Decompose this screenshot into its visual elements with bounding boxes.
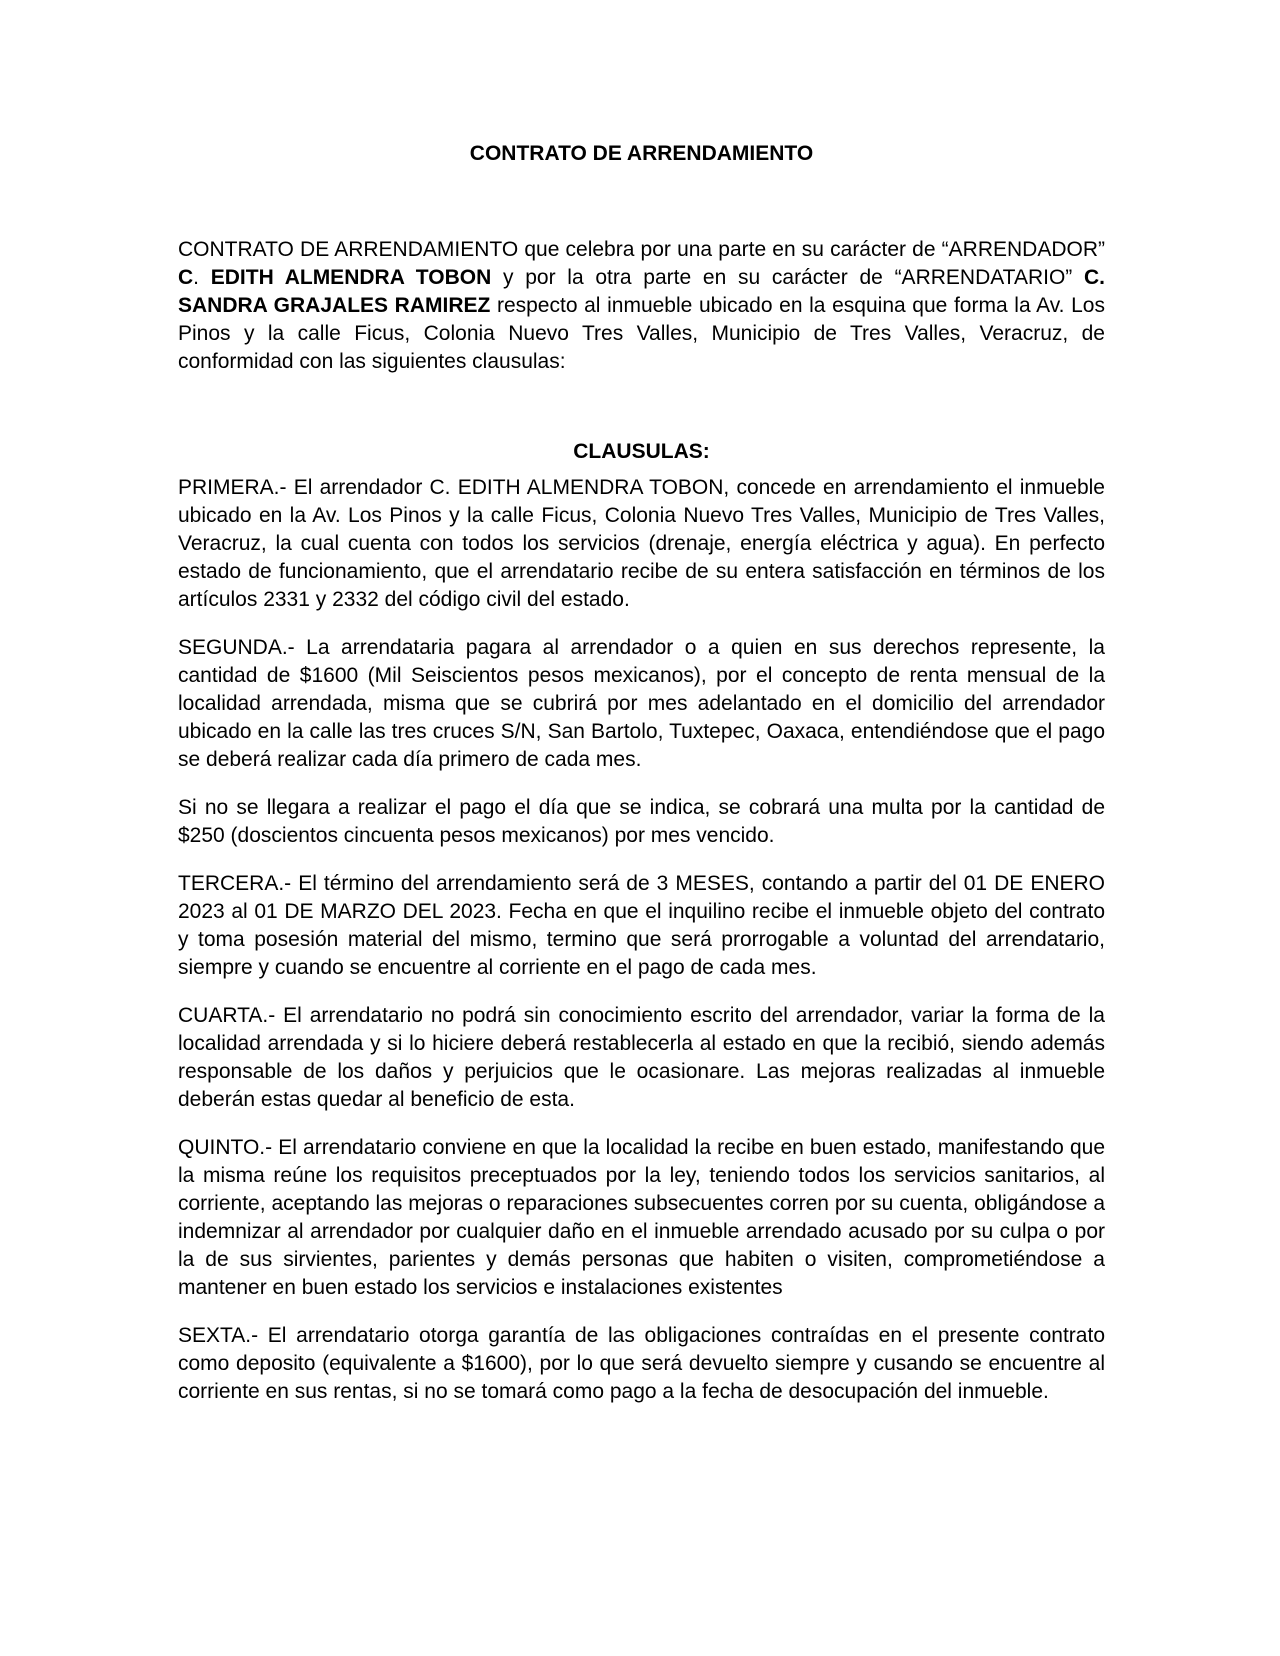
clause-segunda-penalty: Si no se llegara a realizar el pago el día que se indica, se cobrará una multa por la cantidad de $250 (doscientos cincuenta pesos mexicanos) por mes vencido. <box>178 796 1105 847</box>
intro-text-3: y por la otra parte en su carácter de “ARRENDATARIO” <box>491 266 1085 289</box>
clause-primera: PRIMERA.- El arrendador C. EDITH ALMENDRA TOBON, concede en arrendamiento el inmueble ubicado en la Av. Los Pinos y la calle Ficus, Colonia Nuevo Tres Valles, Municipio de Tres Valles, Veracruz, la cual cuenta con todos los servicios (drenaje, energía eléctrica y agua). En perfecto estado de funcionamiento, que el arrendatario recibe de su entera satisfacción en términos de los artículos 2331 y 2332 del código civil del estado. <box>178 476 1105 611</box>
intro-text-1: CONTRATO DE ARRENDAMIENTO que celebra por una parte en su carácter de “ARRENDADOR” <box>178 238 1105 261</box>
document-title: CONTRATO DE ARRENDAMIENTO <box>469 142 814 165</box>
arrendador-c: C <box>178 266 194 289</box>
arrendatario-name: C. SANDRA GRAJALES RAMIREZ <box>178 266 1106 317</box>
clauses-heading: CLAUSULAS: <box>573 440 710 463</box>
intro-paragraph <box>178 236 1105 376</box>
clause-cuarta: CUARTA.- El arrendatario no podrá sin conocimiento escrito del arrendador, variar la forma de la localidad arrendada y si lo hiciere deberá restablecerla al estado en que la recibió, siendo además responsable de los daños y perjuicios que le ocasionare. Las mejoras realizadas al inmueble deberán estas quedar al beneficio de esta. <box>178 1004 1105 1111</box>
intro-text-4: respecto al inmueble ubicado en la esquina que forma la Av. Los Pinos y la calle Ficus, Colonia Nuevo Tres Valles, Municipio de Tres Valles, Veracruz, de conformidad con las siguientes clausulas: <box>178 294 1105 373</box>
intro-text-2: . <box>193 266 211 289</box>
clause-tercera: TERCERA.- El término del arrendamiento será de 3 MESES, contando a partir del 01 DE ENERO 2023 al 01 DE MARZO DEL 2023. Fecha en que el inquilino recibe el inmueble objeto del contrato y toma posesión material del mismo, termino que será prorrogable a voluntad del arrendatario, siempre y cuando se encuentre al corriente en el pago de cada mes. <box>178 872 1105 979</box>
clause-quinto: QUINTO.- El arrendatario conviene en que la localidad la recibe en buen estado, manifestando que la misma reúne los requisitos preceptuados por la ley, teniendo todos los servicios sanitarios, al corriente, aceptando las mejoras o reparaciones subsecuentes corren por su cuenta, obligándose a indemnizar al arrendador por cualquier daño en el inmueble arrendado acusado por su culpa o por la de sus sirvientes, parientes y demás personas que habiten o visiten, comprometiéndose a mantener en buen estado los servicios e instalaciones existentes <box>178 1136 1105 1299</box>
contract-page <box>178 140 1105 1426</box>
arrendador-name: EDITH ALMENDRA TOBON <box>210 266 492 289</box>
clause-sexta: SEXTA.- El arrendatario otorga garantía de las obligaciones contraídas en el presente contrato como deposito (equivalente a $1600), por lo que será devuelto siempre y cusando se encuentre al corriente en sus rentas, si no se tomará como pago a la fecha de desocupación del inmueble. <box>178 1324 1105 1403</box>
clause-segunda: SEGUNDA.- La arrendataria pagara al arrendador o a quien en sus derechos represente, la cantidad de $1600 (Mil Seiscientos pesos mexicanos), por el concepto de renta mensual de la localidad arrendada, misma que se cubrirá por mes adelantado en el domicilio del arrendador ubicado en la calle las tres cruces S/N, San Bartolo, Tuxtepec, Oaxaca, entendiéndose que el pago se deberá realizar cada día primero de cada mes. <box>178 636 1105 771</box>
